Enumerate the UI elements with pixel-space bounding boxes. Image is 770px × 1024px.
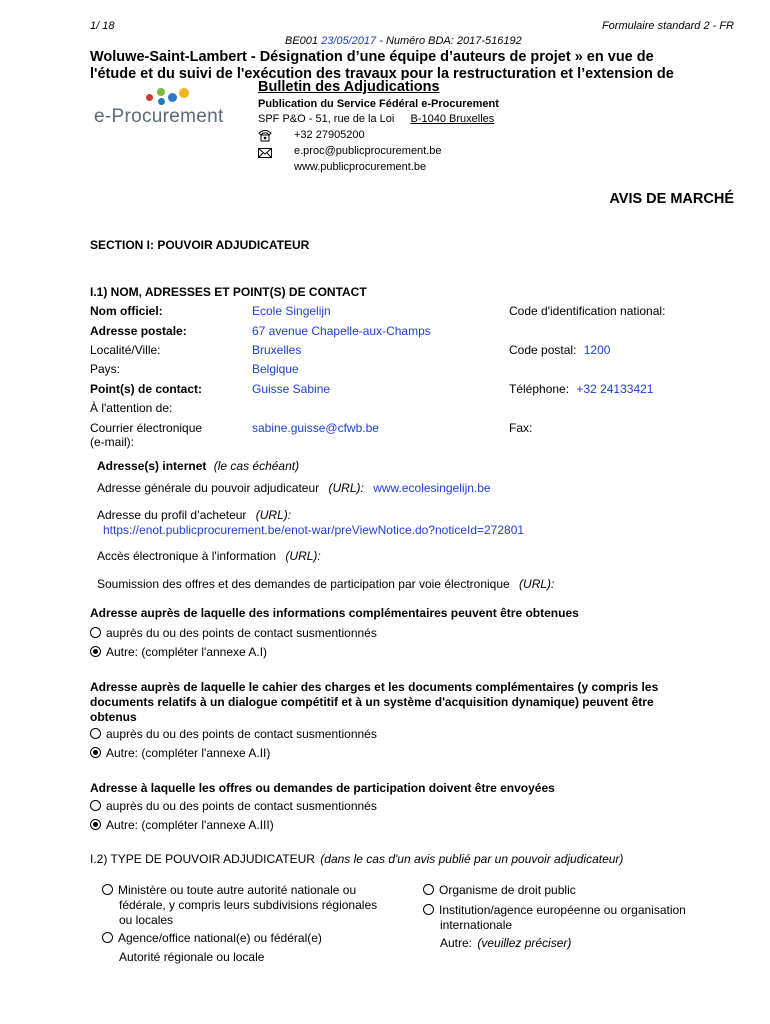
docs-option-contact[interactable] [90,727,377,741]
notice-title-line1: Woluwe-Saint-Lambert - Désignation d’une équipe d’auteurs de projet » en vue de [90,49,654,65]
nom-value: Ecole Singelijn [252,304,331,318]
offres-opt1-label: auprès du ou des points de contact susmentionnés [106,799,377,813]
courrier-value[interactable]: sabine.guisse@cfwb.be [252,421,379,435]
avis-heading: AVIS DE MARCHÉ [609,191,734,207]
courrier-label-line2: (e-mail): [90,435,134,449]
radio-icon[interactable] [90,728,101,739]
tel-label: Téléphone: [509,382,570,396]
profil-value[interactable]: https://enot.publicprocurement.be/enot-war/preViewNotice.do?noticeId=272801 [103,523,525,537]
radio-checked-icon[interactable] [90,646,101,657]
radio-icon[interactable] [90,800,101,811]
acces-label: Accès électronique à l'information [97,549,277,563]
bulletin-phone: +32 27905200 [294,129,365,141]
url-tag: (URL): [328,481,364,495]
profil-acheteur [97,508,291,522]
bulletin-subtitle: Publication du Service Fédéral e-Procurement [258,98,499,110]
left2-label: Agence/office national(e) ou fédéral(e) [118,931,322,945]
left1-line3: ou locales [119,913,174,927]
radio-icon[interactable] [423,904,434,915]
docs-title-line1: Adresse auprès de laquelle le cahier des charges et les documents complémentaires (y compris les [90,680,659,694]
right2-line1: Institution/agence européenne ou organisation [439,903,686,917]
notice-title-line2: l'étude et du suivi de l'exécution des travaux pour la restructuration et l’extension de [90,66,674,80]
internet-heading [97,459,299,473]
soumission-electronique [97,577,554,591]
radio-icon[interactable] [423,884,434,895]
code-postal [509,343,610,357]
tel-value: +32 24133421 [576,382,654,396]
radio-checked-icon[interactable] [90,819,101,830]
bulletin-email[interactable]: e.proc@publicprocurement.be [294,145,442,157]
form-type: Formulaire standard 2 - FR [601,20,734,32]
adresse-value: 67 avenue Chapelle-aux-Champs [252,324,431,338]
offres-option-autre[interactable] [90,818,274,832]
s12-note: (dans le cas d'un avis publié par un pouvoir adjudicateur) [320,852,624,866]
code-id-label: Code d'identification national: [509,304,666,318]
phone-icon [257,128,273,142]
radio-icon[interactable] [102,884,113,895]
ref-suffix: - Numéro BDA: 2017-516192 [379,35,522,47]
internet-title: Adresse(s) internet [97,459,207,473]
radio-checked-icon[interactable] [90,747,101,758]
docs-opt2-label: Autre: (compléter l'annexe A.II) [106,746,271,760]
attention-label: À l'attention de: [90,401,173,415]
right2-line2: internationale [440,918,513,932]
address-street: SPF P&O - 51, rue de la Loi [258,113,395,125]
telephone [509,382,653,396]
nom-label: Nom officiel: [90,304,163,318]
courrier-label-line1: Courrier électronique [90,421,203,435]
pays-label: Pays: [90,362,121,376]
right3-note: (veuillez préciser) [477,936,572,950]
right1-label: Organisme de droit public [439,883,576,897]
docs-opt1-label: auprès du ou des points de contact susmentionnés [106,727,377,741]
contact-label: Point(s) de contact: [90,382,203,396]
radio-icon[interactable] [90,627,101,638]
info-option-contact[interactable] [90,626,377,640]
type-option-institution[interactable] [423,903,686,917]
offres-option-contact[interactable] [90,799,377,813]
info-title: Adresse auprès de laquelle des informations complémentaires peuvent être obtenues [90,606,579,620]
ref-prefix: BE001 [285,35,319,47]
right3-label: Autre: [440,936,473,950]
internet-note: (le cas échéant) [213,459,300,473]
type-option-organisme[interactable] [423,883,576,897]
left1-line2: fédérale, y compris leurs subdivisions régionales [119,898,378,912]
pays-value: Belgique [252,362,299,376]
info-opt2-label: Autre: (compléter l'annexe A.I) [106,645,268,659]
ville-value: Bruxelles [252,343,302,357]
envelope-icon [257,146,273,160]
url-tag: (URL): [255,508,292,522]
url-tag: (URL): [519,577,555,591]
s12-title: I.2) TYPE DE POUVOIR ADJUDICATEUR [90,852,315,866]
cp-label: Code postal: [509,343,577,357]
ville-label: Localité/Ville: [90,343,161,357]
offres-title: Adresse à laquelle les offres ou demandes de participation doivent être envoyées [90,781,555,795]
docs-title-line2: documents relatifs à un dialogue compétitif et à un système d'acquisition dynamique) peuvent être [90,695,654,709]
e-procurement-logo [84,84,234,132]
docs-title-line3: obtenus [90,710,137,724]
acces-electronique [97,549,321,563]
offres-opt2-label: Autre: (compléter l'annexe A.III) [106,818,274,832]
generale-value[interactable]: www.ecolesingelijn.be [373,481,491,495]
radio-icon[interactable] [102,932,113,943]
address-city: B-1040 Bruxelles [410,113,495,125]
logo-text: e-Procurement [94,106,224,127]
ref-date: 23/05/2017 [321,35,377,47]
info-opt1-label: auprès du ou des points de contact susmentionnés [106,626,377,640]
soumission-label: Soumission des offres et des demandes de participation par voie électronique [97,577,510,591]
adresse-generale [97,481,491,495]
contact-value: Guisse Sabine [252,382,331,396]
info-option-autre[interactable] [90,645,267,659]
profil-label: Adresse du profil d’acheteur [97,508,247,522]
bulletin-website[interactable]: www.publicprocurement.be [294,161,427,173]
url-tag: (URL): [285,549,321,563]
type-option-ministere[interactable] [102,883,356,897]
s11-title: I.1) NOM, ADRESSES ET POINT(S) DE CONTACT [90,285,367,299]
fax-label: Fax: [509,421,533,435]
adresse-label: Adresse postale: [90,324,187,338]
s12-heading [90,852,623,866]
docs-option-autre[interactable] [90,746,270,760]
type-option-agence[interactable] [102,931,322,945]
section1-title: SECTION I: POUVOIR ADJUDICATEUR [90,238,310,252]
left1-line1: Ministère ou toute autre autorité nationale ou [118,883,357,897]
type-autre [440,936,571,950]
bulletin-title: Bulletin des Adjudications [258,79,440,95]
left3-label: Autorité régionale ou locale [119,950,265,964]
generale-label: Adresse générale du pouvoir adjudicateur [97,481,320,495]
reference-line [285,35,522,47]
page-number: 1/ 18 [90,20,115,32]
cp-value: 1200 [583,343,611,357]
bulletin-address [258,113,494,125]
